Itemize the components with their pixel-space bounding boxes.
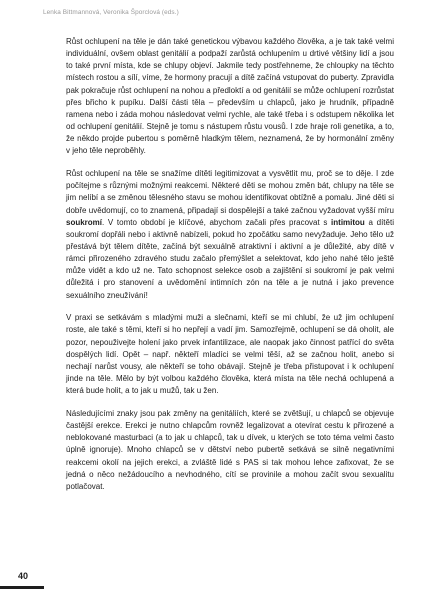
paragraph-2 <box>66 168 394 302</box>
page-number: 40 <box>18 571 29 581</box>
term-intimita: intimitou <box>331 217 365 227</box>
folio-rule <box>0 586 44 589</box>
running-header: Lenka Bittmannová, Veronika Šporclová (eds.) <box>43 9 179 16</box>
paragraph-2-text-b: . V tomto období je klíčové, abychom začali přes pracovat s <box>102 217 332 227</box>
paragraph-4-text: Následujícími znaky jsou pak změny na genitáliích, které se zvětšují, u chlapců se objevuje častější erekce. Erekci je nutno chlapcům rovněž legalizovat a otevírat cestu k přirozené a neblokované masturbaci (a to jak u chlapců, tak u dívek, u kterých se toto téma velmi často úplně ignoruje). Mnoho chlapců se v dětství nebo pubertě setkává se silně negativními reakcemi okolí na jejich erekci, a zvláště lidé s PAS si tak mohou lehce zafixovat, že se jedná o něco nežádoucího a nevhodného, cítí se provinile a mohou začít svou sexualitu potlačovat. <box>66 408 394 491</box>
paragraph-3-text: V praxi se setkávám s mladými muži a slečnami, kteří se mi chlubí, že už jim ochlupení roste, ale také s těmi, kteří si ho nepřejí a vadí jim. Samozřejmě, ochlupení se dá oholit, ale pozor, nepouživejte holení jako prvek infantilizace, ale naopak jako činnost patřící do světa dospělých lidí. Opět – např. někteří mladíci se velmi těší, až se začnou holit, anebo si nechají narůst vousy, ale někteří se toho obávají. Stejně je třeba přistupovat i k ochlupení jinde na těle. Mělo by být volbou každého člověka, která místa na těle nechá ochlupená a která bude holit, a to jak u mužů, tak u žen. <box>66 313 394 396</box>
body-text <box>66 36 394 503</box>
paragraph-2-text-a: Růst ochlupení na těle se snažíme dítěti legitimizovat a vysvětlit mu, proč se to děje. I zde počítejme s různými možnými reakcemi. Některé děti se mohou změn bát, chlupy na těle se jim nelíbí a se změnou tělesného stavu se mohou identifikovat obtížně a pomalu. Jiné děti si dobře uvědomují, co to znamená, připadají si dospělejší a také začnou vyžadovat vyšší míru <box>66 169 394 215</box>
paragraph-1-text: Růst ochlupení na těle je dán také genetickou výbavou každého člověka, a je tak také velmi individuální, ovšem oblast genitálií a podpaží zarůstá ochlupením u drtivé většiny lidí a jsou to také první místa, kde se chlupy objeví. Jakmile tedy postřehneme, že chloupky na těchto místech rostou a sílí, víme, že hormony pracují a dítě začíná vstupovat do puberty. Zpravidla pak pokračuje růst ochlupení na nohou a předloktí a od genitálií se může ochlupení rozrůstat přes břicho k pupíku. Další části těla – především u chlapců, jako je hrudník, případně ramena nebo i záda mohou následovat velmi rychle, ale také třeba i s odstupem několika let od ochlupení genitálií. Stejně je tomu s nástupem růstu vousů. I zde hraje roli genetika, a to, že někdo projde pubertou s poměrně hladkým tělem, neznamená, že by hormonální změny v jeho těle neproběhly. <box>66 37 394 156</box>
paragraph-1 <box>66 36 394 158</box>
paragraph-2-text-c: a dítěti soukromí dopřáli nebo i aktivně nabízeli, pokud ho zpočátku samo nevyžaduje. Jeho tělo už přestává být tělem dítěte, začíná být sexuálně atraktivní i aktivní a je důležité, aby dítě v rámci přirozeného zdravého studu začalo přemýšlet a selektovat, kdo jeho nahé tělo ještě může vidět a kdo už ne. Tato schopnost selekce osob a zajištění si soukromí je pak velmi důležitá i pro stanovení a uvědomění intimních zón na těle a je nutná i jako prevence sexuálního zneužívání! <box>66 217 394 300</box>
term-soukromi: soukromí <box>66 217 103 227</box>
paragraph-4 <box>66 408 394 493</box>
paragraph-3 <box>66 312 394 397</box>
